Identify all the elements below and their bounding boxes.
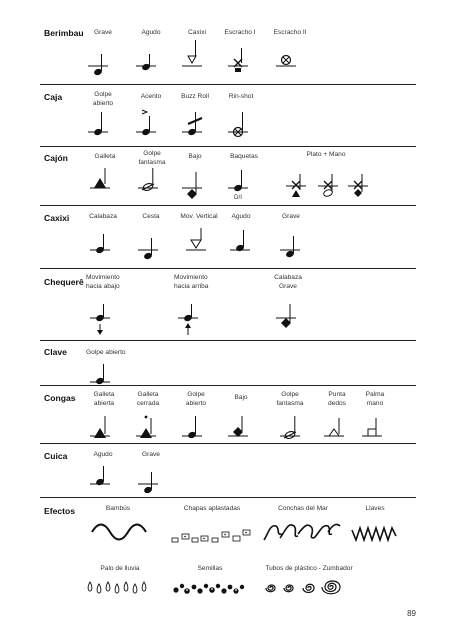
label-congas-galleta-abierta: Galleta abierta (93, 391, 115, 407)
label-congas-bajo: Bajo (234, 394, 248, 401)
label-chequere-calabaza-grave: Calabaza Grave (274, 274, 302, 290)
label-berimbau-escracho-1: Escracho I (224, 29, 256, 36)
note-cajon-plato-mano-1 (286, 178, 308, 204)
section-title-cajon: Cajón (44, 153, 68, 163)
note-congas-galleta-abierta (90, 420, 112, 442)
divider-clave (40, 385, 416, 386)
note-berimbau-escracho-2 (276, 54, 298, 80)
note-congas-bajo (228, 420, 250, 442)
note-caxixi-agudo (230, 236, 252, 266)
note-caja-buzz-roll (182, 118, 204, 144)
label-caja-acento: Acento (140, 93, 162, 100)
section-title-clave: Clave (44, 347, 67, 357)
label-efectos-tubos-plastico: Tubos de plástico - Zumbador (265, 565, 353, 572)
divider-caja (40, 146, 416, 147)
note-congas-golpe-fantasma (280, 420, 302, 442)
label-cajon-golpe-fantasma: Golpe fantasma (138, 150, 166, 166)
note-berimbau-grave (88, 54, 110, 80)
symbol-semillas (172, 580, 246, 596)
label-cuica-agudo: Agudo (93, 451, 113, 458)
label-cuica-grave: Grave (142, 451, 160, 458)
note-congas-palma-mano (362, 420, 384, 442)
label-congas-palma-mano: Palma mano (365, 391, 385, 407)
note-cajon-golpe-fantasma (138, 176, 160, 202)
section-title-caxixi: Caxixi (44, 213, 70, 223)
symbol-tubos-plastico-spirals (262, 576, 354, 598)
label-cajon-galleta: Galleta (94, 153, 116, 160)
label-efectos-palo-de-lluvia: Palo de lluvia (100, 565, 140, 572)
label-caxixi-agudo: Agudo (231, 213, 251, 220)
note-caxixi-grave (280, 236, 302, 266)
note-cajon-plato-mano-3 (348, 178, 370, 204)
label-clave-golpe-abierto: Golpe abierto (86, 349, 126, 356)
label-caxixi-mov-vertical: Mov. Vertical (180, 213, 218, 220)
symbol-palo-de-lluvia (86, 578, 156, 596)
symbol-llaves-zigzag (350, 522, 400, 544)
label-caja-rin-shot: Rin-shot (228, 93, 254, 100)
label-congas-punta-dedos: Punta dedos (328, 391, 346, 407)
divider-cuica (40, 497, 416, 498)
symbol-chapas-aplastadas (170, 526, 254, 548)
note-caja-rin-shot (228, 118, 250, 144)
label-berimbau-escracho-2: Escracho II (273, 29, 307, 36)
label-cajon-di: D/I (234, 194, 242, 201)
label-berimbau-caxixi: Caxixi (188, 29, 206, 36)
note-berimbau-caxixi (182, 54, 204, 80)
label-congas-galleta-cerrada: Galleta cerrada (136, 391, 160, 407)
label-caja-golpe-abierto: Golpe abierto (92, 91, 114, 107)
label-congas-golpe-abierto: Golpe abierto (185, 391, 207, 407)
page-number: 89 (407, 609, 416, 618)
label-chequere-abajo: Movimiento hacia abajo (86, 274, 120, 290)
note-caja-golpe-abierto (88, 118, 110, 144)
label-chequere-arriba: Movimiento hacia arriba (174, 274, 209, 290)
section-title-chequere: Chequerê (44, 277, 84, 287)
note-berimbau-agudo (136, 54, 158, 80)
label-berimbau-agudo: Agudo (141, 29, 161, 36)
note-chequere-arriba (178, 304, 200, 338)
section-title-cuica: Cuica (44, 451, 68, 461)
divider-chequere (40, 340, 416, 341)
note-berimbau-escracho-1 (228, 54, 250, 80)
label-caja-buzz-roll: Buzz Roll (181, 93, 209, 100)
note-congas-golpe-abierto (182, 420, 204, 442)
note-chequere-abajo (90, 304, 112, 338)
note-cajon-bajo (182, 176, 204, 206)
label-cajon-bajo: Bajo (188, 153, 202, 160)
label-caxixi-cesta: Cesta (142, 213, 160, 220)
divider-cajon (40, 205, 416, 206)
label-efectos-chapas: Chapas aplastadas (183, 505, 241, 512)
label-caxixi-grave: Grave (282, 213, 300, 220)
label-berimbau-grave: Grave (94, 29, 112, 36)
note-caja-acento (136, 118, 158, 144)
section-title-congas: Congas (44, 393, 76, 403)
divider-congas (40, 443, 416, 444)
note-caxixi-cesta (138, 236, 160, 266)
section-title-berimbau: Berimbau (44, 28, 84, 38)
note-cajon-plato-mano-2 (318, 178, 340, 204)
label-caxixi-calabaza: Calabaza (89, 213, 117, 220)
divider-berimbau (40, 84, 416, 85)
note-cuica-grave (138, 470, 160, 498)
note-cuica-agudo (90, 470, 112, 496)
label-efectos-bambus: Bambús (105, 505, 131, 512)
symbol-bambus-wave (90, 520, 150, 544)
label-efectos-llaves: Llaves (365, 505, 385, 512)
label-efectos-conchas: Conchas del Mar (278, 505, 328, 512)
divider-caxixi (40, 268, 416, 269)
note-clave-golpe-abierto (90, 368, 112, 390)
symbol-conchas-del-mar (262, 520, 344, 546)
note-caxixi-mov-vertical (186, 236, 208, 266)
note-caxixi-calabaza (90, 236, 112, 266)
label-cajon-baquetas: Baquetas (230, 153, 258, 160)
section-title-caja: Caja (44, 92, 63, 102)
note-congas-punta-dedos (324, 420, 346, 442)
note-cajon-galleta (90, 176, 112, 202)
note-congas-galleta-cerrada (136, 416, 158, 442)
label-efectos-semillas: Semillas (197, 565, 223, 572)
note-chequere-calabaza-grave (276, 304, 298, 338)
label-congas-golpe-fantasma: Golpe fantasma (276, 391, 304, 407)
section-title-efectos: Efectos (44, 506, 76, 516)
label-cajon-plato-mano: Plato + Mano (306, 151, 346, 158)
